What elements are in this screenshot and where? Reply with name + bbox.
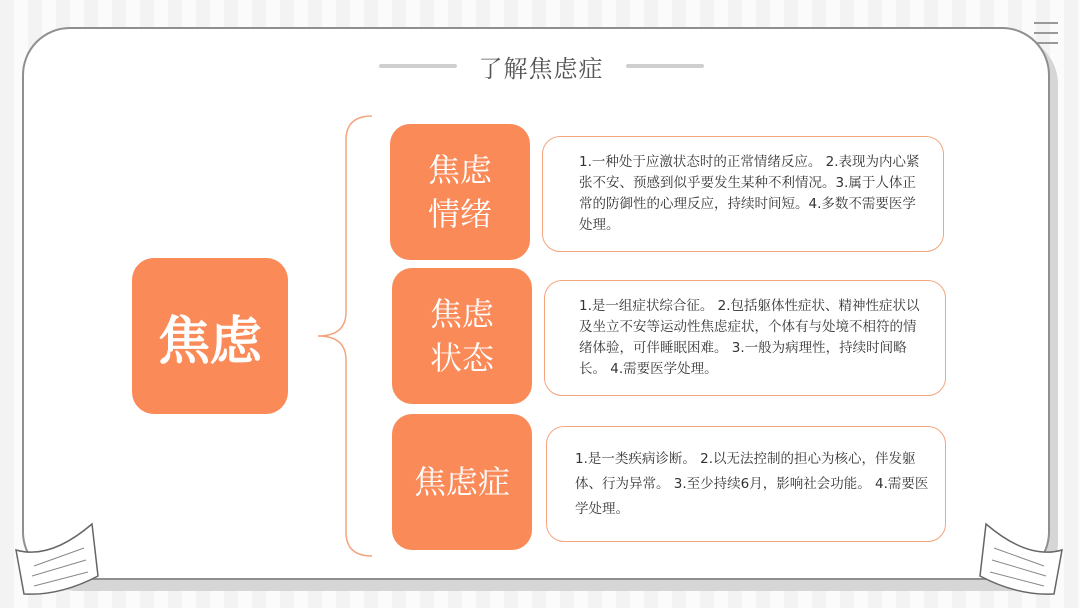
- root-label: 焦虑: [157, 311, 262, 372]
- branch-node-emotion: [390, 124, 530, 260]
- branch-node-disorder: [392, 414, 532, 550]
- branch-label: 焦虑状态: [429, 295, 494, 377]
- curled-paper-right-icon: [976, 520, 1068, 600]
- description-text: 1.是一类疾病诊断。 2.以无法控制的担心为核心，伴发躯体、行为异常。 3.至少持续6月，影响社会功能。 4.需要医学处理。: [575, 450, 929, 517]
- branch-description-emotion: [542, 136, 944, 252]
- description-text: 1.是一组症状综合征。 2.包括躯体性症状、精神性症状以及坐立不安等运动性焦虑症状，个体有与处境不相符的情绪体验，可伴睡眠困难。 3.一般为病理性，持续时间略长。 4.需要医学处理。: [579, 298, 920, 377]
- description-text: 1.一种处于应激状态时的正常情绪反应。 2.表现为内心紧张不安、预感到似乎要发生某种不利情况。3.属于人体正常的防御性的心理反应，持续时间短。4.多数不需要医学处理。: [579, 154, 920, 233]
- branch-description-disorder: [546, 426, 946, 542]
- branch-description-state: [544, 280, 946, 396]
- page-title: 了解焦虑症: [478, 54, 604, 83]
- root-node: [132, 258, 288, 414]
- curled-paper-left-icon: [10, 520, 102, 600]
- branch-node-state: [392, 268, 532, 404]
- branch-label: 焦虑症: [413, 463, 510, 501]
- branch-label: 焦虑情绪: [427, 151, 492, 233]
